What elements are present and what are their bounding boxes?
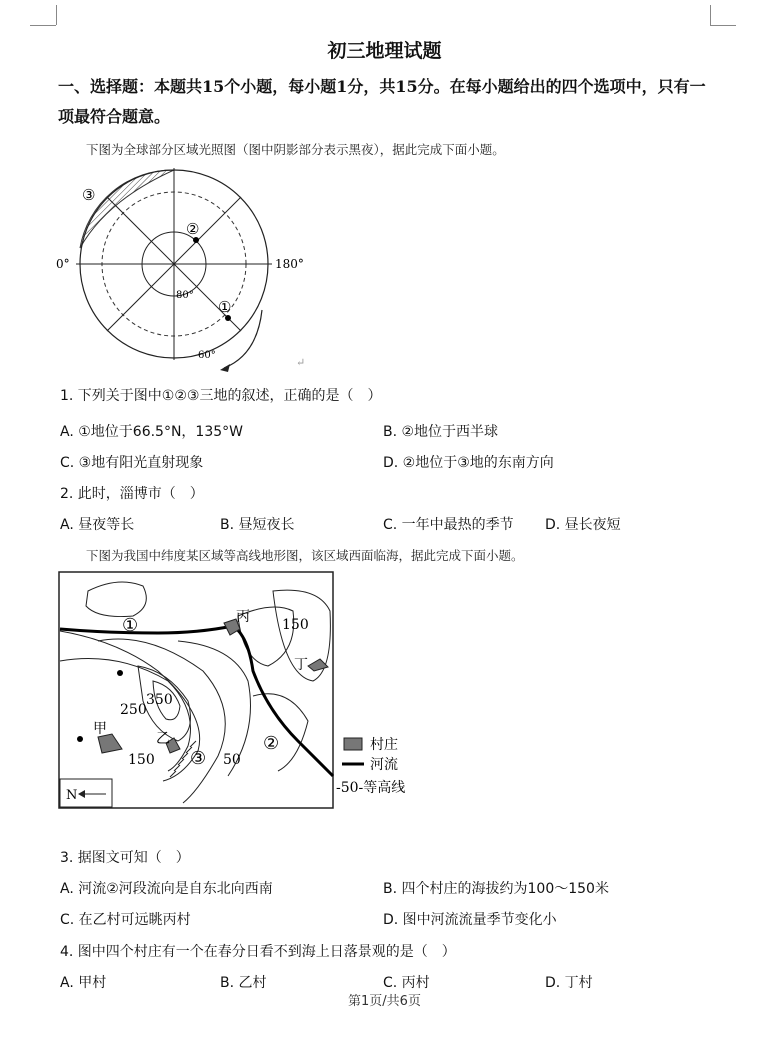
legend-village-swatch xyxy=(344,738,362,750)
label-80: 80° xyxy=(176,290,194,301)
marker-label-2: ② xyxy=(263,733,280,754)
point-1-label: ① xyxy=(218,298,232,316)
village-label-ding: 丁 xyxy=(294,657,308,673)
q1-option-b[interactable]: B. ②地位于西半球 xyxy=(383,424,499,440)
point-jia xyxy=(77,736,83,742)
q3-option-b[interactable]: B. 四个村庄的海拔约为100～150米 xyxy=(383,881,609,897)
contour-map xyxy=(58,571,428,811)
page-footer: 第1页/共6页 xyxy=(348,994,421,1009)
crop-mark-top-right-v xyxy=(710,5,711,25)
q2-option-a[interactable]: A. 昼夜等长 xyxy=(60,517,135,533)
legend-contour-label: -50-等高线 xyxy=(336,780,406,796)
q2-option-b[interactable]: B. 昼短夜长 xyxy=(220,517,295,533)
intro-light-map: 下图为全球部分区域光照图（图中阴影部分表示黑夜），据此完成下面小题。 xyxy=(86,142,505,157)
point-2-label: ② xyxy=(186,220,200,238)
q4-option-c[interactable]: C. 丙村 xyxy=(383,975,430,991)
q1-option-d[interactable]: D. ②地位于③地的东南方向 xyxy=(383,455,554,471)
crop-mark-top-left-h xyxy=(30,25,56,26)
section-heading: 一、选择题：本题共15个小题，每小题1分，共15分。在每小题给出的四个选项中，只有一项最符合题意。 xyxy=(58,77,706,126)
crop-mark-top-left-v xyxy=(56,5,57,25)
marker-label-3: ③ xyxy=(190,748,207,769)
polar-light-map xyxy=(52,160,312,375)
q4-stem: 4. 图中四个村庄有一个在春分日看不到海上日落景观的是（ ） xyxy=(60,944,456,960)
village-label-jia: 甲 xyxy=(93,721,107,737)
label-60: 60° xyxy=(198,350,216,361)
q1-option-c[interactable]: C. ③地有阳光直射现象 xyxy=(60,455,204,471)
village-label-bing: 丙 xyxy=(236,609,250,625)
page-title: 初三地理试题 xyxy=(327,40,442,62)
contour-label-50: 50 xyxy=(223,752,241,768)
rotation-arrowhead xyxy=(220,364,230,372)
label-0: 0° xyxy=(56,257,70,271)
village-label-yi: 乙 xyxy=(156,731,170,747)
point-3-label: ③ xyxy=(82,186,96,204)
q3-stem: 3. 据图文可知（ ） xyxy=(60,850,190,866)
q3-option-c[interactable]: C. 在乙村可远眺丙村 xyxy=(60,912,191,928)
intro-contour-map: 下图为我国中纬度某区域等高线地形图，该区域西面临海，据此完成下面小题。 xyxy=(86,548,524,563)
q3-option-d[interactable]: D. 图中河流流量季节变化小 xyxy=(383,912,557,928)
legend-river-label: 河流 xyxy=(370,757,398,773)
crop-mark-top-right-h xyxy=(710,25,736,26)
legend-village-label: 村庄 xyxy=(370,737,398,753)
contour-label-150b: 150 xyxy=(128,752,155,768)
label-180: 180° xyxy=(275,257,304,271)
q4-option-d[interactable]: D. 丁村 xyxy=(545,975,593,991)
q4-option-a[interactable]: A. 甲村 xyxy=(60,975,107,991)
contour-label-150a: 150 xyxy=(282,617,309,633)
q2-stem: 2. 此时，淄博市（ ） xyxy=(60,486,204,502)
marker-label-1: ① xyxy=(122,615,139,636)
north-label: N xyxy=(66,788,78,803)
q3-option-a[interactable]: A. 河流②河段流向是自东北向西南 xyxy=(60,881,273,897)
q1-option-a[interactable]: A. ①地位于66.5°N，135°W xyxy=(60,424,243,440)
q1-stem: 1. 下列关于图中①②③三地的叙述，正确的是（ ） xyxy=(60,388,382,404)
map-frame xyxy=(59,572,333,808)
contour-label-350: 350 xyxy=(146,692,173,708)
contour-label-250: 250 xyxy=(120,702,147,718)
point-1 xyxy=(117,670,123,676)
para-mark: ↵ xyxy=(296,356,306,369)
q4-option-b[interactable]: B. 乙村 xyxy=(220,975,267,991)
q2-option-c[interactable]: C. 一年中最热的季节 xyxy=(383,517,514,533)
q2-option-d[interactable]: D. 昼长夜短 xyxy=(545,517,621,533)
